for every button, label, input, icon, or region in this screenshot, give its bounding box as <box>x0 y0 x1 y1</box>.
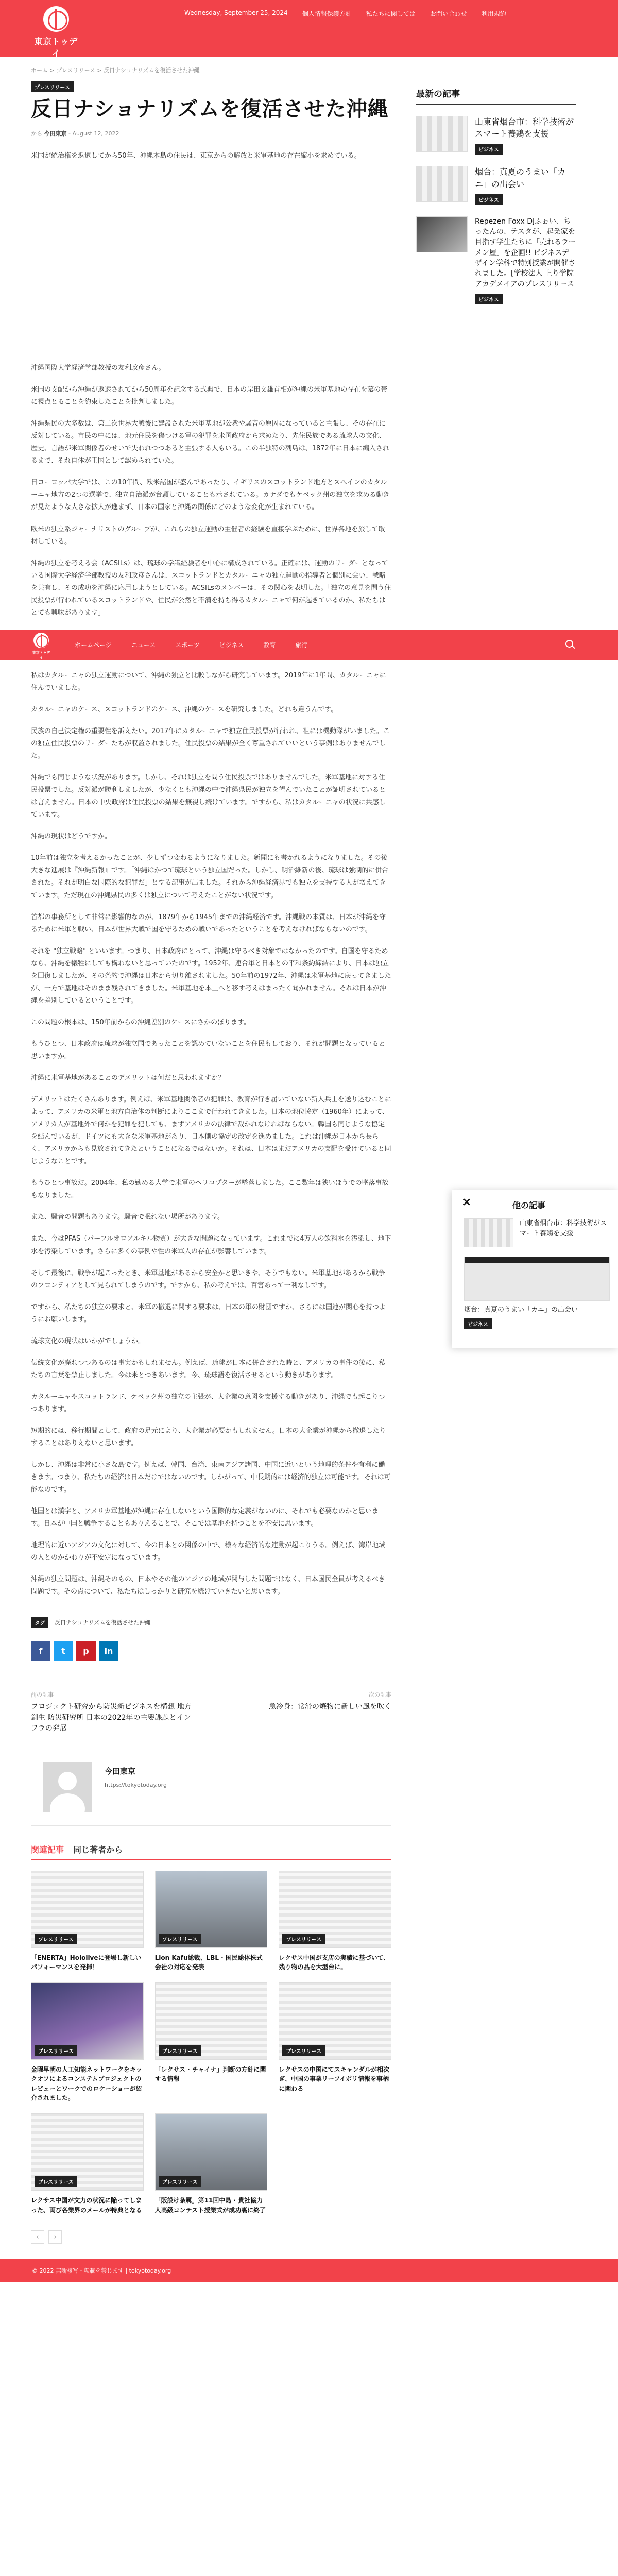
tags-label: タグ <box>31 1617 48 1628</box>
site-header <box>0 0 618 57</box>
popup-article[interactable] <box>464 1218 610 1247</box>
related-badge[interactable]: プレスリリース <box>35 2176 77 2187</box>
tags-row <box>31 1617 391 1628</box>
popup-thumbnail[interactable] <box>464 1218 513 1247</box>
related-title[interactable]: 金曜早朝の人工知能ネットワークをキックオフによるコンステムプロジェクトのレビューとワークでのロケーショーが紹介されました。 <box>31 2065 142 2102</box>
related-card[interactable] <box>31 1982 144 2103</box>
top-nav-privacy[interactable]: 個人情報保護方針 <box>302 10 352 18</box>
related-thumbnail[interactable] <box>31 1871 144 1948</box>
top-nav-about[interactable]: 私たちに関しては <box>366 10 416 18</box>
popup-article-title[interactable]: 山東省烟台市：科学技術がスマート養鶏を支援 <box>520 1219 607 1238</box>
article-paragraph: 沖縄国際大学経済学部教授の友利政彦さん。 <box>31 364 165 372</box>
sidebar-thumbnail[interactable] <box>416 216 468 252</box>
related-title[interactable]: レクサス中国が支店の実績に基づいて、残り物の品を大型台に。 <box>279 1954 390 1971</box>
author-link[interactable]: 今田東京 <box>44 130 67 137</box>
article-paragraph: 沖縄でも同じような状況があります。しかし、それは独立を問う住民投票ではありませんでした。米軍基地に対する住民投票でした。反対派が勝利しましたが、少なくとも沖縄の中で沖縄県民が独立を望んでいたことが証明されているとは言えません。日本の中央政府は住民投票の結果を無視し続けています。ですから、私はカタルーニャの状況に共感しています。 <box>31 774 386 819</box>
author-name[interactable]: 今田東京 <box>105 1766 136 1776</box>
sticky-nav <box>0 630 618 660</box>
top-nav-terms[interactable]: 利用規約 <box>481 10 506 18</box>
top-nav-contact[interactable]: お問い合わせ <box>430 10 467 18</box>
sidebar-heading: 最新の記事 <box>416 87 576 105</box>
linkedin-share-button[interactable]: in <box>99 1641 118 1661</box>
top-nav-date: Wednesday, September 25, 2024 <box>184 9 288 16</box>
article-paragraph: 沖縄の独立問題は、沖縄そのもの、日本やその他のアジアの地域が関与した問題ではなく、日本国民全員が考えるべき問題です。その点について、私たちはしっかりと研究を続けていきたいと思います。 <box>31 1575 385 1596</box>
related-badge[interactable]: プレスリリース <box>35 2045 77 2056</box>
tab-related[interactable]: 関連記事 <box>31 1844 64 1855</box>
article-paragraph: もうひとつ事故だ。2004年、私の勤める大学で米軍のヘリコプターが墜落しました。ここ数年は狭いほうでの墜落事故もなりました。 <box>31 1179 389 1200</box>
footer-copyright: © 2022 無断複写・転載を禁じます | tokyotoday.org <box>32 2267 171 2275</box>
article-paragraph: 10年前は独立を考えるかったことが、少しずつ変わるようになりました。新聞にも書かれるようになりました。その後大きな進展は『沖縄新報』です。「沖縄はかつて琉球という独立国だった。しかし、明治維新の後、琉球は強制的に併合された。それが明白な国際的な犯罪だ」とする記事が出ました。それから沖縄経済界でも独立を支持する人が増えてきています。ただ現在の沖縄県民の多くは独立について考えたことがない状況です。 <box>31 854 389 900</box>
sticky-logo-text: 東京トゥデイ <box>32 650 50 660</box>
sidebar-article-badge[interactable]: ビジネス <box>475 144 503 155</box>
sidebar-article-badge[interactable]: ビジネス <box>475 294 503 304</box>
globe-logo-icon <box>43 6 69 32</box>
related-pager <box>31 2230 391 2244</box>
article-paragraph: 私はカタルーニャの独立運動について、沖縄の独立と比較しながら研究しています。2019年に1年間、カタルーニャに住んでいました。 <box>31 671 386 692</box>
related-title[interactable]: Lion Kafu総裁、LBL · 国民総体株式会社の対応を発表 <box>154 1954 263 1971</box>
avatar[interactable] <box>43 1762 92 1812</box>
article-paragraph: 沖縄の現状はどうですか。 <box>31 833 112 841</box>
sidebar-article-badge[interactable]: ビジネス <box>475 194 503 205</box>
search-icon[interactable] <box>565 640 575 649</box>
pager-next-button[interactable]: › <box>48 2230 62 2244</box>
article-date: August 12, 2022 <box>72 130 119 137</box>
twitter-share-button[interactable]: t <box>54 1641 73 1661</box>
article-paragraph: カタルーニャやスコットランド、ケベック州の独立の主張が、大企業の意図を支援する動きがあり、沖縄でも起こりつつあります。 <box>31 1393 385 1413</box>
ad-space <box>31 162 391 353</box>
pager-prev-button[interactable]: ‹ <box>31 2230 44 2244</box>
related-card[interactable] <box>155 1871 268 1972</box>
related-card[interactable] <box>31 1871 144 1972</box>
top-nav <box>184 9 506 18</box>
article-meta <box>31 129 391 138</box>
author-box <box>31 1749 391 1826</box>
related-title[interactable]: 「販設け条属」第11回中島 · 貴社協力人高級コンテスト授業式が成功裏に終了 <box>154 2197 266 2214</box>
pinterest-share-button[interactable]: p <box>76 1641 96 1661</box>
article-paragraph: 沖縄の独立を考える会（ACSILs）は、琉球の学識経験者を中心に構成されている。正確には、運動のリーダーとなっている国際大学経済学部教授の友利政彦さんは、スコットランドとカタルーニャの独立運動の指導者と個別に会い、戦略を共有し、その成功を沖縄に応用しようとしている。ACSILsのメンバーは、その関心を表明した。「独立の意見を問う住民投票が行われているスコットランドや、住民が公然と不満を持ち得るカタルーニャで何が起きているのか、私たちはとても興味があります」 <box>31 559 391 617</box>
article-paragraph: 沖縄県民の大多数は、第二次世界大戦後に建設された米軍基地が公衆や騒音の原因になっていると主張し、その存在に反対している。市民の中には、地元住民を傷つける軍の犯罪を米国政府から求めたり、先住民族である琉球人の文化、歴史、言語が米軍関係者のせいで失われつつあると主張する人もいる。この半独特の列島は、1872年に日本に編入されるまで、それ自体が王国として認められていた。 <box>31 420 389 465</box>
popup-thumbnail[interactable] <box>464 1257 610 1301</box>
article-lead: 米国が統治権を返還してから50年、沖縄本島の住民は、東京からの解放と米軍基地の存在縮小を求めている。 <box>31 152 361 160</box>
related-badge[interactable]: プレスリリース <box>159 1934 201 1944</box>
article-paragraph: 伝統文化が廃れつつあるのは事実かもしれません。例えば、琉球が日本に併合された時と、アメリカの事件の後に、私たちの言葉を禁止しました。今は米とつきあいます。今、琉球語を復活させるという動きがあります。 <box>31 1359 386 1379</box>
author-url[interactable]: https://tokyotoday.org <box>105 1781 167 1788</box>
article-paragraph: もうひとつ、日本政府は琉球が独立国であったことを認めていないことを住民もしており、それが問題となっていると思いますか。 <box>31 1040 386 1060</box>
related-articles <box>31 1843 391 2244</box>
popup-heading: 他の記事 <box>512 1200 546 1210</box>
article-main-continued <box>31 660 391 2244</box>
sticky-nav-menu <box>75 640 307 649</box>
next-article[interactable] <box>226 1690 391 1734</box>
article-paragraph: 琉球文化の現状はいかがでしょうか。 <box>31 1337 145 1345</box>
related-badge[interactable]: プレスリリース <box>159 2045 201 2056</box>
related-card[interactable] <box>31 2113 144 2215</box>
article-paragraph: それを "独立戦略" といいます。つまり、日本政府にとって、沖縄は守るべき対象ではなかったのです。自国を守るためなら、沖縄を犠牲にしても構わないと思っていたのです。1952年、連合軍と日本との平和条約締結により、日本は独立を回復しましたが、その条約で沖縄は日本から切り離されました。50年前の1972年、沖縄は米軍基地に戻ってきましたが、一方で基地はそのまま残されてきました。米軍基地を本土へと移す考えはまったく聞かれません。それは日本が沖縄を差別しているということです。 <box>31 947 391 1005</box>
tab-same-author[interactable]: 同じ著者から <box>73 1844 123 1855</box>
article-main <box>31 66 391 619</box>
related-card[interactable] <box>279 1871 391 1972</box>
facebook-share-button[interactable]: f <box>31 1641 50 1661</box>
sidebar-thumbnail[interactable] <box>416 166 468 202</box>
related-card[interactable] <box>155 1982 268 2103</box>
sidebar-article[interactable] <box>416 216 576 304</box>
site-footer <box>0 2259 618 2282</box>
related-badge[interactable]: プレスリリース <box>282 2045 325 2056</box>
related-grid <box>31 1871 391 2215</box>
article-paragraph: 短期的には、移行期間として、政府の足元により、大企業が必要かもしれません。日本の大企業が沖縄から撤退したりすることはありえないと思います。 <box>31 1427 386 1448</box>
related-thumbnail[interactable] <box>279 1871 391 1948</box>
nav-business[interactable]: ビジネス <box>219 641 244 649</box>
article-paragraph: 地理的に近いアジアの文化に対して、今の日本との関係の中で、様々な経済的な連動が起こりうる。例えば、湾岸地域の人とのかかわりが不安定になっています。 <box>31 1541 385 1562</box>
related-card[interactable] <box>155 2113 268 2215</box>
article-paragraph: 沖縄に米軍基地があることのデメリットは何だと思われますか？ <box>31 1074 225 1082</box>
related-thumbnail[interactable] <box>155 2113 268 2191</box>
prev-title[interactable]: プロジェクト研究から防災新ビジネスを構想 地方創生 防災研究所 日本の2022年の主要課題とインフラの発展 <box>31 1702 192 1733</box>
prev-next-nav <box>31 1682 391 1734</box>
article-paragraph: 民族の自己決定権の重要性を訴えたい。2017年にカタルーニャで独立住民投票が行われ、祖には機動隊がいました。この独立住民投票のリーダーたちが収監されました。住民投票の結果が全く尊重されていいという事例はありませんでした。 <box>31 727 390 760</box>
article-paragraph: そして最後に、戦争が起こったとき、米軍基地があるから安全かと思いきや、そうでもない。米軍基地があるから戦争のフロンティアとして見られてしまうのです。ですから、私の考えでは、百害あって一利なしです。 <box>31 1269 385 1290</box>
related-title[interactable]: 「レクサス · チャイナ」判断の方針に関する情報 <box>154 2065 266 2083</box>
sidebar-article-title[interactable]: Repezen Foxx DJふぉい、ちったんの、テスタが、起業家を目指す学生たちに「売れるラーメン屋」を企画!! ビジネスデザイン学科で特別授業が開催されました。[学校法人 上り学院アカデメイアのプレスリリース <box>475 217 576 289</box>
prev-label: 前の記事 <box>31 1691 54 1698</box>
next-title[interactable]: 急冷身：常滑の焼物に新しい風を吹く <box>269 1702 391 1711</box>
sticky-logo[interactable] <box>31 633 52 660</box>
nav-travel[interactable]: 旅行 <box>295 641 308 649</box>
related-title[interactable]: レクサス中国が文力の状況に陥ってしまった、両び各業界のメールが特典となる <box>31 2197 142 2214</box>
close-icon[interactable]: × <box>462 1196 472 1209</box>
article-paragraph: また、騒音の問題もあります。騒音で眠れない場所があります。 <box>31 1213 224 1222</box>
popup-article-badge[interactable]: ビジネス <box>464 1318 492 1329</box>
prev-article[interactable] <box>31 1690 197 1734</box>
related-thumbnail[interactable] <box>31 2113 144 2191</box>
article-paragraph: デメリットはたくさんあります。例えば、米軍基地関係者の犯罪は、教育が行き届いていない新人兵士を送り込むことによって、アメリカの米軍と地方自治体の判断によりここまで行われてきました。日本の地位協定（1960年）によって、アメリカ人が基地外で何かを犯罪を犯しても、まずアメリカの法律で裁かれなければならない。韓国も同じような協定を結んでいるが、ドイツにも大きな米軍基地があり、日本側の協定の改定を進めました。これは沖縄が日本から長らく、アメリカからも見放されてきたということになるではないか。それは、日本はまだアメリカの支配を受けていると同じようなことです。 <box>31 1096 391 1166</box>
site-logo-text: 東京トゥデイ <box>34 37 78 58</box>
article-paragraph: また、今はPFAS（パーフルオロアルキル物質）が大きな問題になっています。これまでに4万人の飲料水を汚染し、地下水を汚染しています。さらに多くの事例や性の米軍人の存在が影響しています。 <box>31 1235 391 1256</box>
nav-home[interactable]: ホームページ <box>75 641 112 649</box>
nav-news[interactable]: ニュース <box>131 641 156 649</box>
article-paragraph: 他国とは漢字と、アメリカ軍基地が沖縄に存在しないという国際的な定義がないのに、それでも必要なのかと思います。日本が中国と戦争することもありえることで、そこでは基地を持つことを不安に思います。 <box>31 1507 379 1528</box>
related-tabs <box>31 1843 391 1860</box>
globe-logo-icon <box>33 633 49 648</box>
sidebar-article[interactable] <box>416 166 576 205</box>
related-thumbnail[interactable] <box>155 1871 268 1948</box>
article-paragraph: カタルーニャのケース、スコットランドのケース、沖縄のケースを研究しました。どれも違うんです。 <box>31 705 338 714</box>
related-title[interactable]: レクサスの中国にてスキャンダルが相次ぎ、中国の事業リーフイポリ情報を事柄に関わる <box>279 2065 390 2092</box>
next-label: 次の記事 <box>369 1691 391 1698</box>
share-bar <box>31 1641 391 1661</box>
popup-article-title[interactable]: 烟台：真夏のうまい「カニ」の出会い <box>464 1306 578 1314</box>
sidebar-article-title[interactable]: 烟台：真夏のうまい「カニ」の出会い <box>475 167 566 189</box>
article-paragraph: この問題の根本は、150年前からの沖縄差別のケースにさかのぼります。 <box>31 1018 251 1026</box>
tag-link[interactable]: 反日ナショナリズムを復活させた沖縄 <box>55 1619 151 1626</box>
sidebar-article-title[interactable]: 山東省烟台市：科学技術がスマート養鶏を支援 <box>475 117 574 139</box>
related-card[interactable] <box>279 1982 391 2103</box>
related-title[interactable]: 「ENERTA」Hololiveに登場し新しいパフォーマンスを発揮！ <box>31 1954 142 1971</box>
site-logo[interactable] <box>33 6 79 59</box>
article-paragraph: 日コーロッパ大学では、この10年間、欧米諸国が盛んであったり、イギリスのスコットランド地方とスペインのカタルーニャ地方の2つの選挙で、独立自治派が台頭していることも示されている。カナダでもケベック州の独立を求める動きが見たような大きな拡大が進まず、日本の国家と沖縄の関係にどのような変化が生まれている。 <box>31 479 390 512</box>
other-articles-popup <box>452 1190 618 1348</box>
meta-separator: - <box>68 130 73 137</box>
article-title: 反日ナショナリズムを復活させた沖縄 <box>31 97 389 121</box>
related-thumbnail[interactable] <box>31 1982 144 2060</box>
related-badge[interactable]: プレスリリース <box>35 1934 77 1944</box>
popup-article[interactable] <box>464 1257 610 1329</box>
category-badge[interactable]: プレスリリース <box>31 81 74 92</box>
article-paragraph: 欧米の独立系ジャーナリストのグループが、これらの独立運動の主催者の経験を直接学ぶために、世界各地を旅して取材している。 <box>31 525 385 546</box>
related-badge[interactable]: プレスリリース <box>159 2176 201 2187</box>
article-paragraph: 首都の事務所として非常に影響的なのが、1879年から1945年までの沖縄経済です。沖縄戦の本質は、日本が沖縄を守るために米軍と戦い、日本が世界大戦で国を守るための戦いであったということを考えなければならないのです。 <box>31 913 386 934</box>
sidebar-thumbnail[interactable] <box>416 116 468 152</box>
breadcrumb[interactable]: ホーム > プレスリリース > 反日ナショナリズムを復活させた沖縄 <box>31 67 200 74</box>
author-prefix: から <box>31 130 42 137</box>
article-paragraph: 米国の支配から沖縄が返還されてから50周年を記念する式典で、日本の岸田文雄首相が沖縄の米軍基地の存在を慕の帯に視点とることを約束したことを批判しました。 <box>31 386 388 406</box>
related-thumbnail[interactable] <box>279 1982 391 2060</box>
page-content <box>0 66 618 2244</box>
article-paragraph: ですから、私たちの独立の要求と、米軍の撤退に関する要求は、日本の軍の財団ですか、さらには国連が関心を持つようにお願いします。 <box>31 1303 386 1324</box>
nav-sports[interactable]: スポーツ <box>175 641 200 649</box>
sidebar-article[interactable] <box>416 116 576 155</box>
nav-education[interactable]: 教育 <box>263 641 276 649</box>
article-paragraph: しかし、沖縄は非常に小さな島です。例えば、韓国、台湾、東南アジア諸国、中国に近いという地理的条件や有利に働きます。つまり、私たちの経済は日本だけではないのです。しかがって、中長期的には経済的独立は可能です。それは可能なのです。 <box>31 1461 391 1494</box>
sidebar-latest <box>416 87 576 304</box>
related-badge[interactable]: プレスリリース <box>282 1934 325 1944</box>
related-thumbnail[interactable] <box>155 1982 268 2060</box>
